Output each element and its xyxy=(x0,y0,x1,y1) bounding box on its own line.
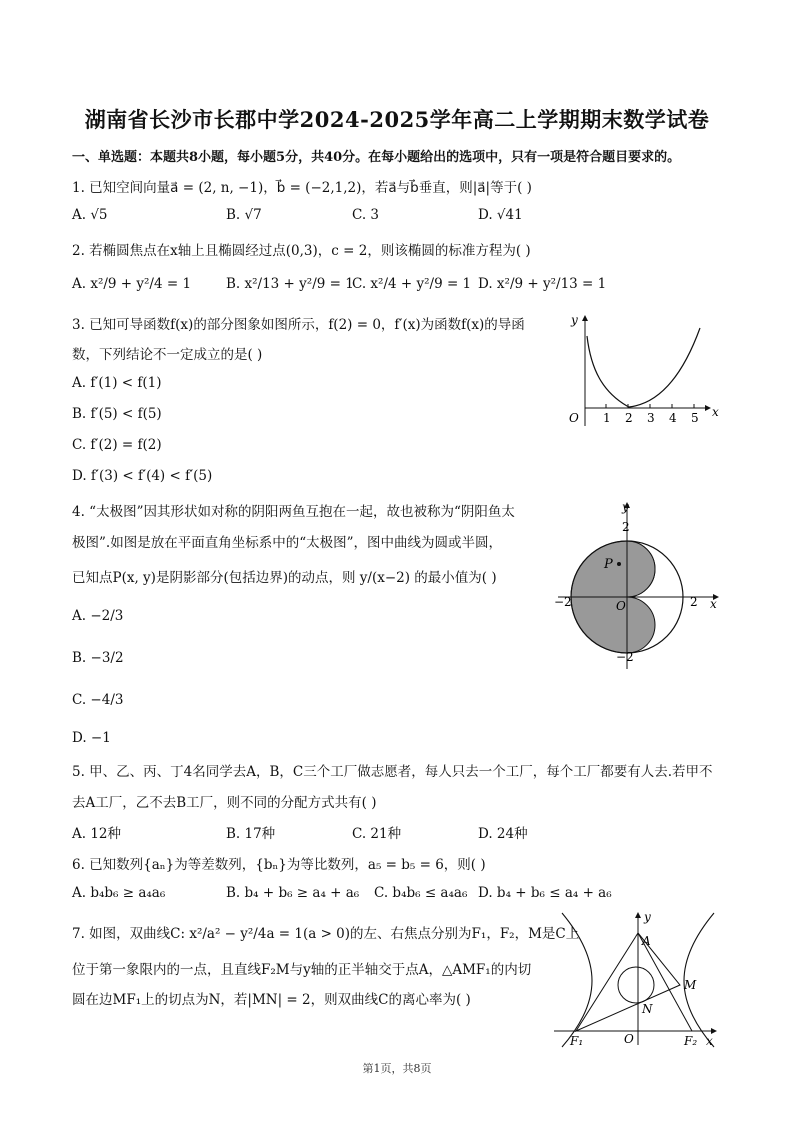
function-curve xyxy=(587,328,700,407)
q1-stem: 1. 已知空间向量a⃗ = (2, n, −1)，b⃗ = (−2,1,2)，若a⃗与b⃗垂直，则|a⃗|等于( ) xyxy=(72,180,532,196)
tick-3: 3 xyxy=(647,411,655,425)
q3-stem-line2: 数，下列结论不一定成立的是( ) xyxy=(72,347,263,363)
point-p-dot xyxy=(617,562,621,566)
tick-top: 2 xyxy=(622,520,630,534)
q4-option-d[interactable]: D. −1 xyxy=(72,730,111,746)
q2-stem: 2. 若椭圆焦点在x轴上且椭圆经过点(0,3)，c = 2，则该椭圆的标准方程为( ) xyxy=(72,243,531,259)
q3-option-d[interactable]: D. f′(3) < f′(4) < f′(5) xyxy=(72,468,213,484)
q4-stem-line3: 已知点P(x, y)是阴影部分(包括边界)的动点，则 y/(x−2) 的最小值为( ) xyxy=(72,570,497,586)
x-label: x xyxy=(710,597,717,611)
q3-stem-line1: 3. 已知可导函数f(x)的部分图象如图所示，f(2) = 0，f′(x)为函数f(x)的导函 xyxy=(72,317,525,333)
q3-function-graph xyxy=(555,308,725,433)
q2-option-a[interactable]: A. x²/9 + y²/4 = 1 xyxy=(72,276,192,292)
q6-option-b[interactable]: B. b₄ + b₆ ≥ a₄ + a₆ xyxy=(226,885,360,901)
q6-option-a[interactable]: A. b₄b₆ ≥ a₄a₆ xyxy=(72,885,166,901)
label-n: N xyxy=(642,1002,653,1016)
y-label: y xyxy=(644,910,651,924)
q3-option-c[interactable]: C. f′(2) = f(2) xyxy=(72,437,162,453)
tick-2: 2 xyxy=(625,411,633,425)
y-label: y xyxy=(622,500,629,514)
tick-5: 5 xyxy=(691,411,699,425)
label-a: A xyxy=(642,934,651,948)
q1-option-a[interactable]: A. √5 xyxy=(72,207,108,223)
left-branch xyxy=(562,913,592,1047)
q5-stem-line1: 5. 甲、乙、丙、丁4名同学去A，B，C三个工厂做志愿者，每人只去一个工厂，每个工厂都要有人去.若甲不 xyxy=(72,764,713,780)
q6-stem: 6. 已知数列{aₙ}为等差数列，{bₙ}为等比数列，a₅ = b₅ = 6，则( ) xyxy=(72,857,486,873)
q7-stem-line3: 圆在边MF₁上的切点为N，若|MN| = 2，则双曲线C的离心率为( ) xyxy=(72,992,471,1008)
q5-option-c[interactable]: C. 21种 xyxy=(352,826,402,842)
q5-stem-line2: 去A工厂，乙不去B工厂，则不同的分配方式共有( ) xyxy=(72,795,377,811)
q2-option-b[interactable]: B. x²/13 + y²/9 = 1 xyxy=(226,276,354,292)
tick-left: −2 xyxy=(554,595,572,609)
q7-stem-line1: 7. 如图，双曲线C: x²/a² − y²/4a = 1(a > 0)的左、右焦点分别为F₁，F₂，M是C上 xyxy=(72,926,580,942)
tick-1: 1 xyxy=(603,411,611,425)
origin-label: O xyxy=(569,411,579,425)
q5-option-d[interactable]: D. 24种 xyxy=(478,826,528,842)
section-heading: 一、单选题：本题共8小题，每小题5分，共40分。在每小题给出的选项中，只有一项是符合题目要求的。 xyxy=(72,150,681,165)
tick-bottom: −2 xyxy=(616,650,634,664)
q1-option-d[interactable]: D. √41 xyxy=(478,207,523,223)
tick-right: 2 xyxy=(690,595,698,609)
q5-option-b[interactable]: B. 17种 xyxy=(226,826,276,842)
q5-option-a[interactable]: A. 12种 xyxy=(72,826,122,842)
y-label: y xyxy=(571,313,578,327)
q4-stem-line2: 极图”.如图是放在平面直角坐标系中的“太极图”，图中曲线为圆或半圆， xyxy=(72,535,502,551)
tick-4: 4 xyxy=(669,411,677,425)
label-o: O xyxy=(624,1032,634,1046)
page-title: 湖南省长沙市长郡中学2024-2025学年高二上学期期末数学试卷 xyxy=(84,107,710,132)
q1-option-c[interactable]: C. 3 xyxy=(352,207,380,223)
q2-option-c[interactable]: C. x²/4 + y²/9 = 1 xyxy=(352,276,472,292)
q4-option-a[interactable]: A. −2/3 xyxy=(72,608,124,624)
x-label: x xyxy=(712,405,719,419)
q7-stem-line2: 位于第一象限内的一点，且直线F₂M与y轴的正半轴交于点A，△AMF₁的内切 xyxy=(72,962,532,978)
q1-option-b[interactable]: B. √7 xyxy=(226,207,262,223)
label-m: M xyxy=(684,978,697,992)
q4-option-c[interactable]: C. −4/3 xyxy=(72,692,124,708)
q7-hyperbola-graph xyxy=(550,905,730,1050)
label-f1: F₁ xyxy=(570,1034,584,1048)
x-label: x xyxy=(706,1034,713,1048)
point-p-label: P xyxy=(604,557,613,572)
upper-semicircle xyxy=(627,541,655,597)
q6-option-d[interactable]: D. b₄ + b₆ ≤ a₄ + a₆ xyxy=(478,885,612,901)
q6-option-c[interactable]: C. b₄b₆ ≤ a₄a₆ xyxy=(374,885,468,901)
q3-option-b[interactable]: B. f′(5) < f(5) xyxy=(72,406,162,422)
q3-option-a[interactable]: A. f′(1) < f(1) xyxy=(72,375,162,391)
incircle xyxy=(618,967,654,1003)
q4-option-b[interactable]: B. −3/2 xyxy=(72,650,124,666)
q4-stem-line1: 4. “太极图”因其形状如对称的阴阳两鱼互抱在一起，故也被称为“阴阳鱼太 xyxy=(72,504,515,520)
q4-taiji-graph xyxy=(550,497,730,672)
page-footer: 第1页，共8页 xyxy=(362,1062,432,1075)
q2-option-d[interactable]: D. x²/9 + y²/13 = 1 xyxy=(478,276,607,292)
label-f2: F₂ xyxy=(684,1034,698,1048)
origin-label: O xyxy=(616,599,626,613)
